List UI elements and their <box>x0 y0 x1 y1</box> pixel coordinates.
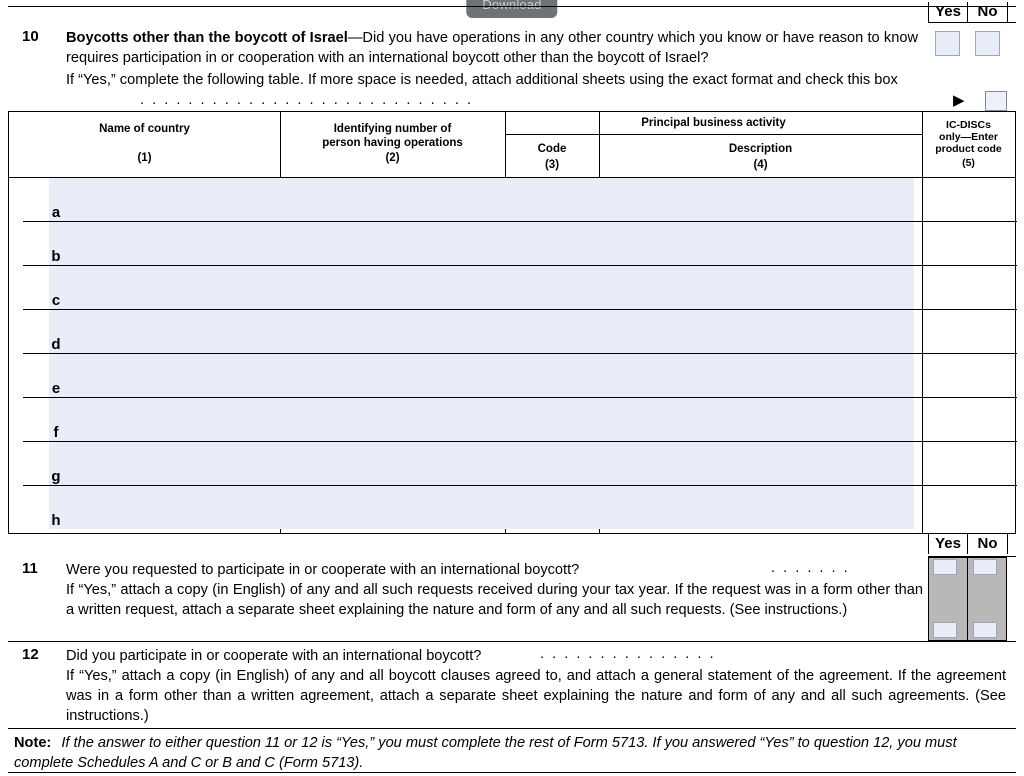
question-10-arrow-icon: ▶ <box>953 92 965 109</box>
table-row-b-label: b <box>51 248 61 265</box>
question-10-title: Boycotts other than the boycott of Israel <box>66 30 348 46</box>
question-10-checkbox[interactable] <box>985 91 1007 111</box>
question-11-no-checkbox[interactable] <box>973 559 997 575</box>
table-col3-header-number: (3) <box>544 158 560 171</box>
question-12-yes-checkbox[interactable] <box>933 622 957 638</box>
question-11-dotleader: . . . . . . . <box>771 560 850 576</box>
question-10-no-label: No <box>977 3 998 20</box>
divider-above-note <box>8 728 1016 729</box>
question-11-yes-label: Yes <box>929 534 968 554</box>
table-row-g-fill[interactable] <box>49 442 914 485</box>
table-row-a-fill[interactable] <box>49 178 914 221</box>
table-row-d-fill[interactable] <box>49 310 914 353</box>
divider-bottom <box>8 772 1016 773</box>
table-row-h-fill[interactable] <box>49 486 914 529</box>
table-col1-header <box>9 123 280 165</box>
table-col4-header-number: (4) <box>753 158 768 171</box>
table-col5-header-line2: only—Enter <box>939 131 998 143</box>
question-11-body: Were you requested to participate in or cooperate with an international boycott? <box>66 562 580 578</box>
table-col2-header-line1: Identifying number of <box>333 123 452 135</box>
table-col3-header <box>505 143 599 172</box>
table-col3-header-line1: Code <box>537 143 567 155</box>
question-10-yes-checkbox[interactable] <box>935 31 960 56</box>
table-row-h-label: h <box>51 512 61 529</box>
table-col4-header <box>599 143 922 172</box>
question-12-number: 12 <box>22 646 39 663</box>
question-11-instruction: If “Yes,” attach a copy (in English) of any and all such requests received during your tax year. If the request was in a form other than a written request, attach a separate sheet explaining the nature and form of any and all such requests. (See instructions.) <box>66 582 923 618</box>
table-row-b-fill[interactable] <box>49 222 914 265</box>
table-row-d-label: d <box>51 336 61 353</box>
table-col2-header <box>280 123 505 166</box>
table-col5-header-line1: IC-DISCs <box>946 119 991 131</box>
question-11-yes-checkbox[interactable] <box>933 559 957 575</box>
question-12-dotleader: . . . . . . . . . . . . . . . <box>540 646 716 662</box>
boycott-operations-table <box>8 111 1016 534</box>
table-vline-4 <box>922 112 923 533</box>
question-10-yes-label: Yes <box>929 2 968 22</box>
question-11-yesno-header <box>928 534 1008 554</box>
question-10-instruction: If “Yes,” complete the following table. If more space is needed, attach additional sheets using the exact format and check this box <box>66 72 898 88</box>
question-12-no-checkbox[interactable] <box>973 622 997 638</box>
table-row-f-fill[interactable] <box>49 398 914 441</box>
table-row-a-label: a <box>51 204 61 221</box>
table-row-f-label: f <box>53 424 59 441</box>
table-col5-header <box>922 119 1015 169</box>
question-10-dotleader: . . . . . . . . . . . . . . . . . . . . . . . . . . . . <box>140 92 474 108</box>
question-12-body: Did you participate in or cooperate with an international boycott? <box>66 648 482 664</box>
table-row-c-label: c <box>51 292 61 309</box>
table-col1-header-number: (1) <box>137 151 152 164</box>
question-10-no-checkbox[interactable] <box>975 31 1000 56</box>
table-row-e-fill[interactable] <box>49 354 914 397</box>
table-row-g-label: g <box>51 468 61 485</box>
table-col4-header-line1: Description <box>728 143 793 155</box>
table-col1-header-line1: Name of country <box>99 123 190 135</box>
question-10-number: 10 <box>22 28 39 45</box>
table-row-e-label: e <box>51 380 61 397</box>
question-11-12-vline <box>967 557 968 641</box>
table-group-header: Principal business activity <box>641 117 786 129</box>
table-row-c-fill[interactable] <box>49 266 914 309</box>
question-10-body: Did you have operations in any other country which you know or have reason to know requires participation in or cooperation with an international boycott other than the boycott of Israel? <box>66 30 918 66</box>
note-label: Note: <box>14 735 52 751</box>
table-col5-header-number: (5) <box>962 157 975 169</box>
note-block <box>14 733 1014 773</box>
table-col5-header-line3: product code <box>935 143 1002 155</box>
question-11-no-label: No <box>977 535 998 552</box>
question-10-text <box>66 28 918 68</box>
divider-top <box>8 6 1016 7</box>
question-10-dash: — <box>347 30 363 46</box>
note-text: If the answer to either question 11 or 12 is “Yes,” you must complete the rest of Form 5713. If you answered “Yes” to question 12, you must complete Schedules A and C or B and C (Form 5713). <box>14 735 957 771</box>
question-11-number: 11 <box>22 560 38 577</box>
table-group-header-rule <box>505 134 922 135</box>
download-button[interactable]: Download <box>466 0 557 18</box>
table-col2-header-number: (2) <box>385 152 400 164</box>
question-12-instruction: If “Yes,” attach a copy (in English) of any and all boycott clauses agreed to, and attach a general statement of the agreement. If the agreement was in a form other than a written agreement, attach a separate sheet explaining the nature and form of any and all such agreements. (See instructions.) <box>66 668 1006 724</box>
question-10-yesno-header <box>928 2 1008 22</box>
divider-q11-q12 <box>8 641 1016 642</box>
divider-yesno-10 <box>928 22 1016 23</box>
table-col2-header-line2: person having operations <box>322 136 463 149</box>
